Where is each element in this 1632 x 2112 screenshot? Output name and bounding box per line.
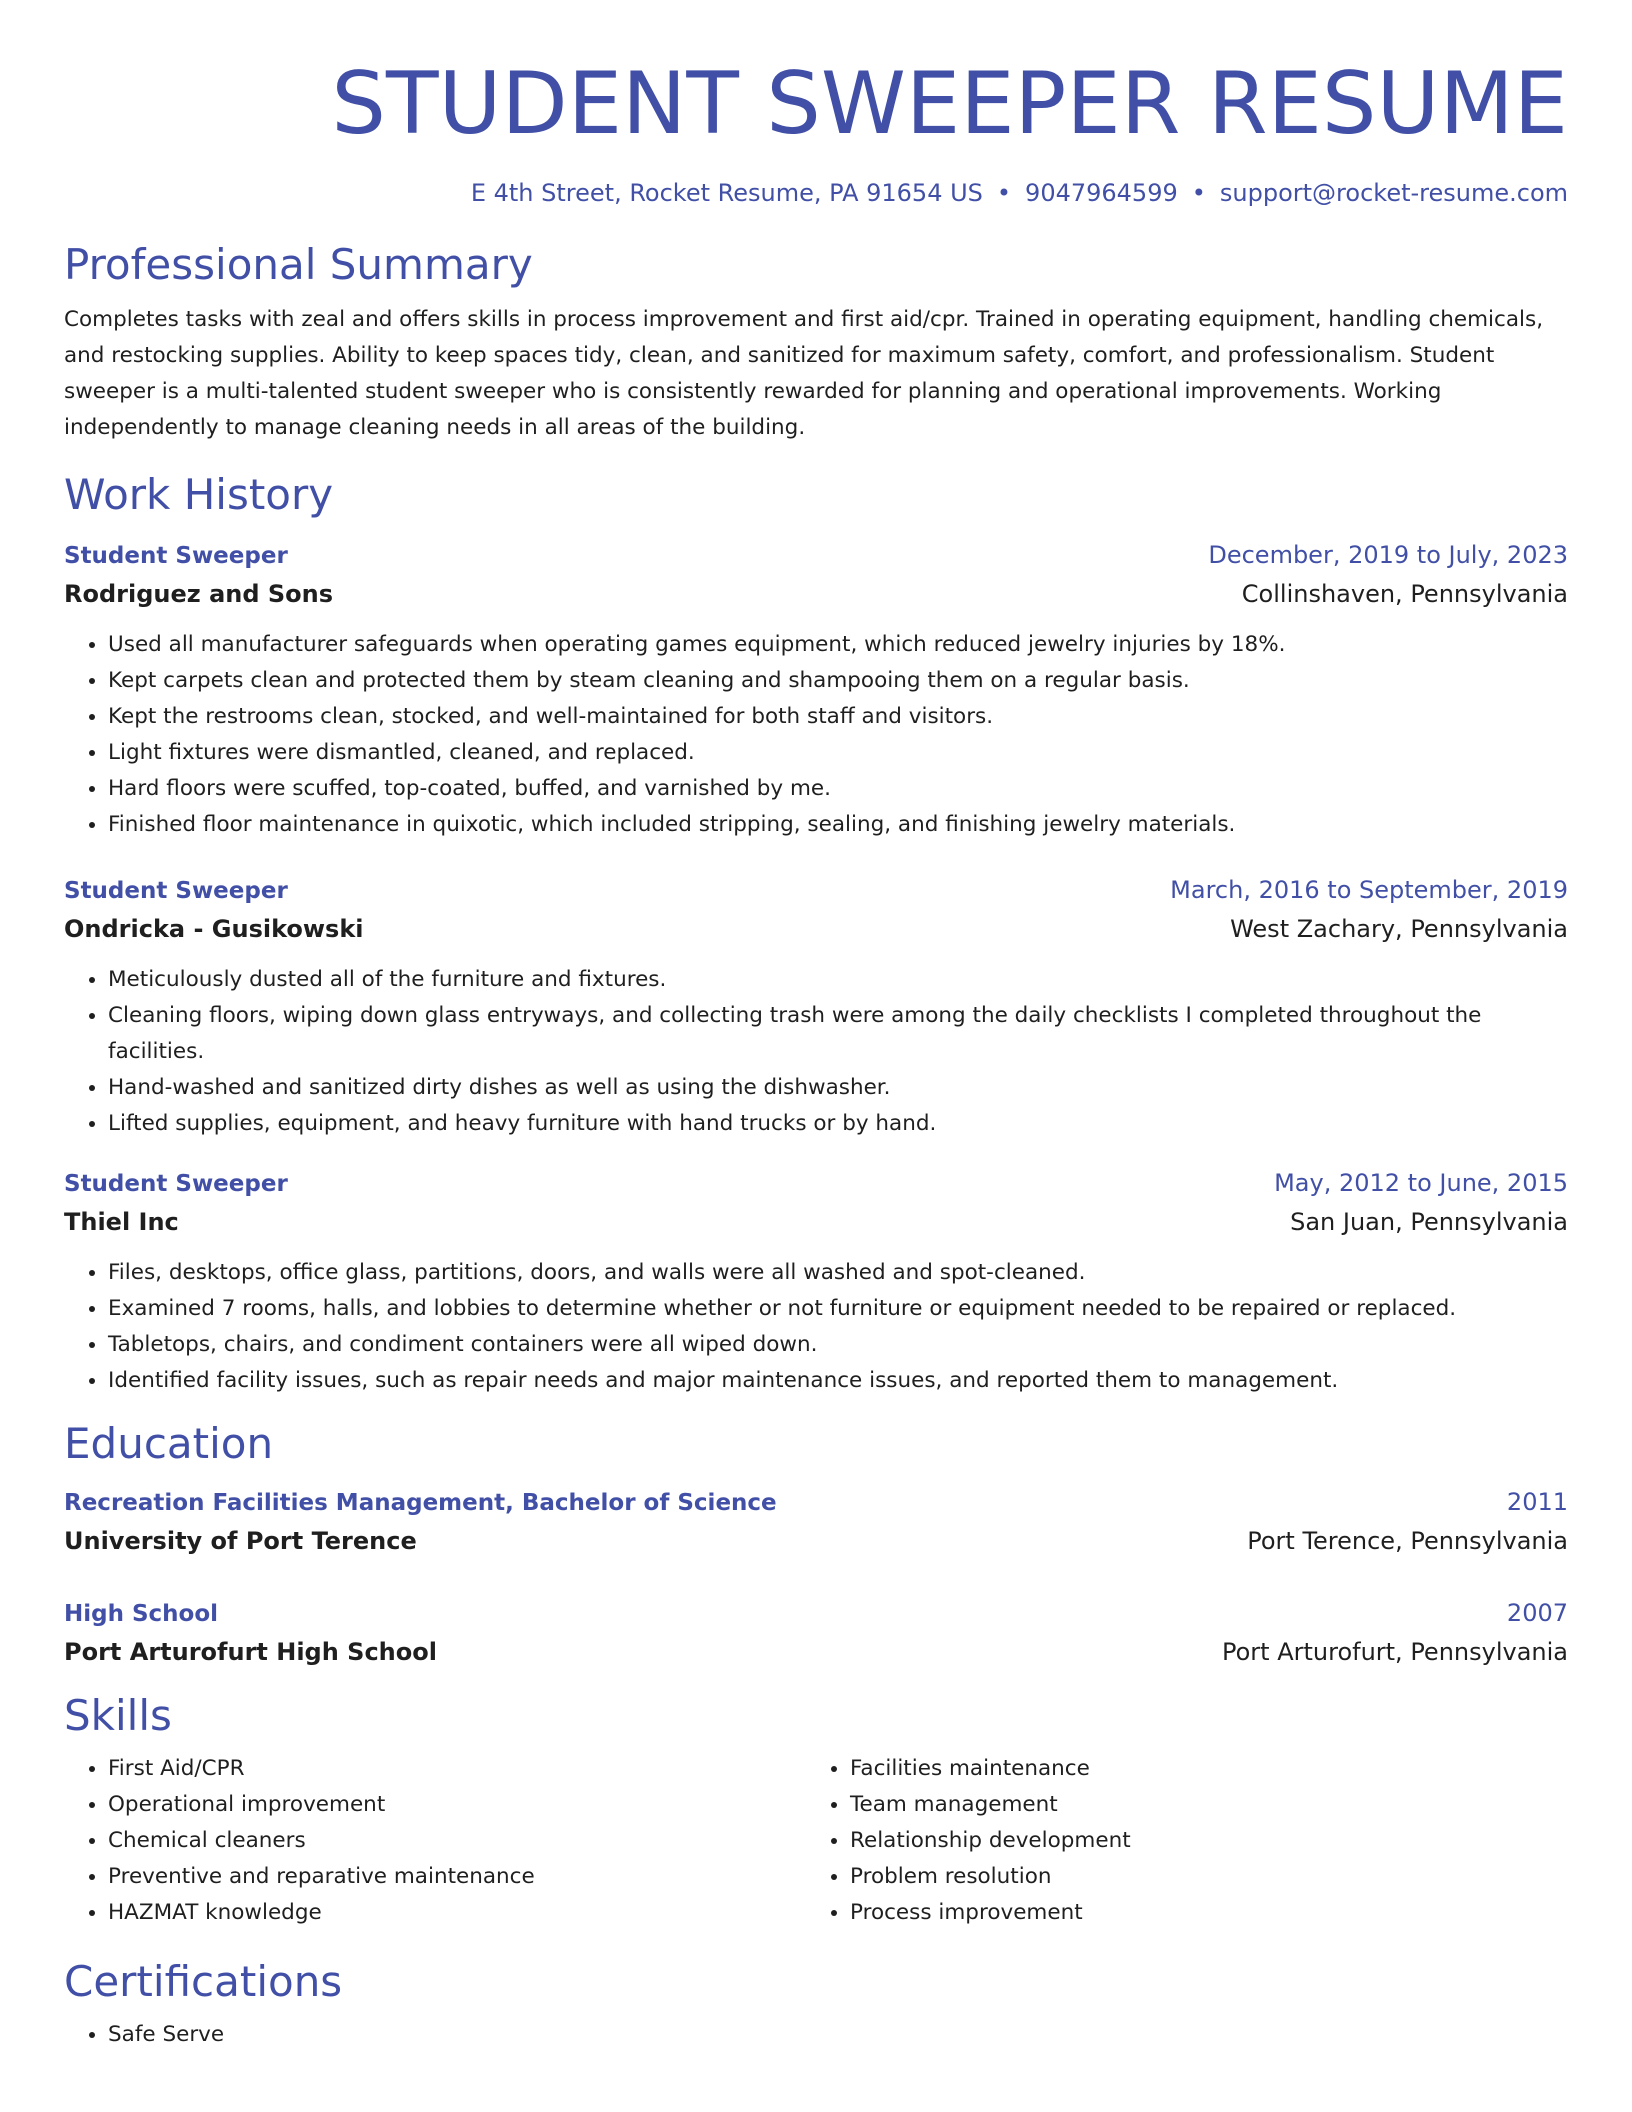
skills-section: [64, 1689, 1568, 1931]
job-role: Student Sweeper: [64, 543, 288, 569]
skill-item: • Problem resolution: [850, 1859, 1548, 1895]
job-bullet: • Tabletops, chairs, and condiment containers were all wiped down.: [108, 1327, 1568, 1363]
education-school: Port Arturofurt High School: [64, 1638, 437, 1666]
education-location: Port Terence, Pennsylvania: [1247, 1527, 1568, 1555]
education-year: 2007: [1506, 1599, 1568, 1627]
certifications-list: [64, 2017, 1568, 2053]
job-dates: May, 2012 to June, 2015: [1274, 1169, 1568, 1197]
job-dates: December, 2019 to July, 2023: [1208, 541, 1568, 569]
contact-line: [64, 176, 1568, 210]
job-bullet: • Hand-washed and sanitized dirty dishes as well as using the dishwasher.: [108, 1070, 1568, 1106]
contact-email[interactable]: support@rocket-resume.com: [1219, 179, 1568, 207]
job-bullet: • Finished floor maintenance in quixotic, which included stripping, sealing, and finishing jewelry materials.: [108, 807, 1568, 843]
job-bullet: • Lifted supplies, equipment, and heavy furniture with hand trucks or by hand.: [108, 1106, 1568, 1142]
job-bullet: • Kept the restrooms clean, stocked, and well-maintained for both staff and visitors.: [108, 699, 1568, 735]
job-bullets: [64, 962, 1568, 1142]
skills-column-right: [806, 1751, 1548, 1931]
certifications-heading: Certifications: [64, 1957, 343, 2006]
job-entry: [64, 871, 1568, 1142]
skill-item: • HAZMAT knowledge: [108, 1895, 806, 1931]
education-year: 2011: [1506, 1488, 1568, 1516]
skill-item: • Preventive and reparative maintenance: [108, 1859, 806, 1895]
job-dates: March, 2016 to September, 2019: [1170, 876, 1568, 904]
job-company: Ondricka - Gusikowski: [64, 915, 364, 943]
education-school: University of Port Terence: [64, 1527, 417, 1555]
job-bullet: • Examined 7 rooms, halls, and lobbies to determine whether or not furniture or equipment needed to be repaired or replaced.: [108, 1291, 1568, 1327]
job-location: West Zachary, Pennsylvania: [1230, 915, 1568, 943]
skills-heading: Skills: [64, 1691, 172, 1740]
certifications-section: [64, 1955, 1568, 2053]
skill-item: • Facilities maintenance: [850, 1751, 1548, 1787]
contact-address: E 4th Street, Rocket Resume, PA 91654 US: [470, 179, 983, 207]
job-bullet: • Used all manufacturer safeguards when operating games equipment, which reduced jewelry injuries by 18%.: [108, 627, 1568, 663]
contact-phone: 9047964599: [1025, 179, 1178, 207]
summary-text: Completes tasks with zeal and offers skills in process improvement and first aid/cpr. Trained in operating equipment, handling chemicals, and restocking supplies. Ability to keep spaces tidy, clean, and sanitized for maximum safety, comfort, and professionalism. Student sweeper is a multi-talented student sweeper who is consistently rewarded for planning and operational improvements. Working independently to manage cleaning needs in all areas of the building.: [64, 307, 1544, 440]
skill-item: • First Aid/CPR: [108, 1751, 806, 1787]
job-location: San Juan, Pennsylvania: [1290, 1208, 1568, 1236]
contact-separator: •: [1191, 179, 1206, 207]
job-company: Thiel Inc: [64, 1208, 179, 1236]
job-bullets: [64, 627, 1568, 843]
work-history-section: [64, 468, 1568, 1399]
education-entry: [64, 1594, 1568, 1671]
job-bullet: • Kept carpets clean and protected them by steam cleaning and shampooing them on a regular basis.: [108, 663, 1568, 699]
skill-item: • Operational improvement: [108, 1787, 806, 1823]
job-entry: [64, 536, 1568, 843]
job-bullet: • Hard floors were scuffed, top-coated, buffed, and varnished by me.: [108, 771, 1568, 807]
skills-column-left: [64, 1751, 806, 1931]
job-bullet: • Meticulously dusted all of the furniture and fixtures.: [108, 962, 1568, 998]
skill-item: • Relationship development: [850, 1823, 1548, 1859]
job-company: Rodriguez and Sons: [64, 580, 334, 608]
contact-separator: •: [996, 179, 1012, 207]
job-bullet: • Cleaning floors, wiping down glass entryways, and collecting trash were among the daily checklists I completed throughout the facilities.: [108, 998, 1568, 1070]
education-entry: [64, 1483, 1568, 1560]
education-heading: Education: [64, 1419, 274, 1468]
job-location: Collinshaven, Pennsylvania: [1241, 580, 1568, 608]
skill-item: • Chemical cleaners: [108, 1823, 806, 1859]
summary-heading: Professional Summary: [64, 240, 533, 289]
skills-columns: [64, 1751, 1568, 1931]
job-bullet: • Files, desktops, office glass, partitions, doors, and walls were all washed and spot-cleaned.: [108, 1255, 1568, 1291]
work-history-heading: Work History: [64, 470, 334, 519]
job-role: Student Sweeper: [64, 1171, 288, 1197]
education-degree: High School: [64, 1601, 219, 1627]
resume-title: STUDENT SWEEPER RESUME: [331, 54, 1568, 154]
education-degree: Recreation Facilities Management, Bachelor of Science: [64, 1490, 777, 1516]
education-location: Port Arturofurt, Pennsylvania: [1221, 1638, 1568, 1666]
job-role: Student Sweeper: [64, 878, 288, 904]
summary-section: [64, 238, 1568, 446]
job-entry: [64, 1164, 1568, 1399]
certification-item: • Safe Serve: [108, 2017, 1568, 2053]
skill-item: • Team management: [850, 1787, 1548, 1823]
job-bullets: [64, 1255, 1568, 1399]
resume-header: [64, 0, 1568, 210]
job-bullet: • Identified facility issues, such as repair needs and major maintenance issues, and reported them to management.: [108, 1363, 1568, 1399]
job-bullet: • Light fixtures were dismantled, cleaned, and replaced.: [108, 735, 1568, 771]
skill-item: • Process improvement: [850, 1895, 1548, 1931]
education-section: [64, 1417, 1568, 1671]
